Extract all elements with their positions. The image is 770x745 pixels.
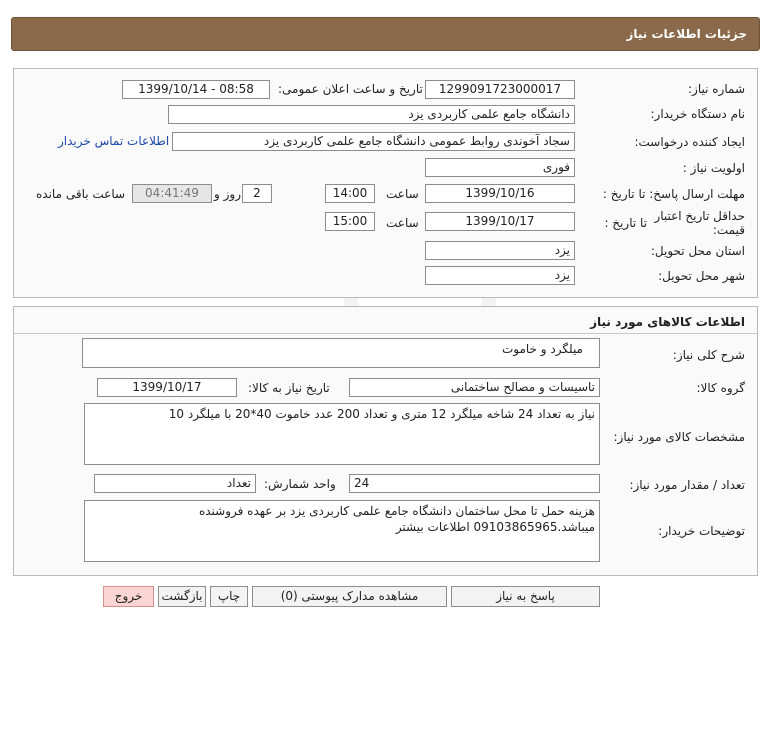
unit-field: تعداد bbox=[94, 474, 256, 493]
need-date-label: تاریخ نیاز به کالا: bbox=[248, 381, 330, 395]
announce-label: تاریخ و ساعت اعلان عمومی: bbox=[278, 82, 423, 96]
announce-datetime-field: 1399/10/14 - 08:58 bbox=[122, 80, 270, 99]
goods-group-label: گروه کالا: bbox=[696, 381, 745, 395]
page-title: جزئیات اطلاعات نیاز bbox=[626, 27, 747, 41]
remaining-time-field: 04:41:49 bbox=[132, 184, 212, 203]
validity-label: حداقل تاریخ اعتبار قیمت: bbox=[654, 209, 745, 237]
buyer-org-label: نام دستگاه خریدار: bbox=[650, 107, 745, 121]
deadline-time-label: ساعت bbox=[386, 187, 419, 201]
deadline-date-field: 1399/10/16 bbox=[425, 184, 575, 203]
print-button[interactable]: چاپ bbox=[210, 586, 248, 607]
need-number-label: شماره نیاز: bbox=[688, 82, 745, 96]
need-date-field: 1399/10/17 bbox=[97, 378, 237, 397]
attachments-button[interactable]: مشاهده مدارک پیوستی (0) bbox=[252, 586, 447, 607]
goods-info-panel bbox=[13, 306, 758, 576]
creator-label: ایجاد کننده درخواست: bbox=[634, 135, 745, 149]
buyer-org-field: دانشگاه جامع علمی کاربردی یزد bbox=[168, 105, 575, 124]
creator-field: سجاد آخوندی روابط عمومی دانشگاه جامع علمی کاربردی یزد bbox=[172, 132, 575, 151]
priority-label: اولویت نیاز : bbox=[682, 161, 745, 175]
need-info-panel bbox=[13, 68, 758, 298]
section-divider bbox=[14, 333, 757, 334]
remaining-label: ساعت باقی مانده bbox=[36, 187, 126, 201]
back-button[interactable]: بازگشت bbox=[158, 586, 206, 607]
qty-field: 24 bbox=[349, 474, 600, 493]
goods-section-title: اطلاعات کالاهای مورد نیاز bbox=[590, 315, 745, 329]
deadline-label: مهلت ارسال پاسخ: تا تاریخ : bbox=[602, 187, 745, 201]
buyer-notes-label: توضیحات خریدار: bbox=[658, 524, 745, 538]
deadline-time-field: 14:00 bbox=[325, 184, 375, 203]
validity-to-label: تا تاریخ : bbox=[604, 216, 647, 230]
city-field: یزد bbox=[425, 266, 575, 285]
province-label: استان محل تحویل: bbox=[650, 244, 745, 258]
goods-group-field: تاسیسات و مصالح ساختمانی bbox=[349, 378, 600, 397]
reply-button[interactable]: پاسخ به نیاز bbox=[451, 586, 600, 607]
need-number-field: 1299091723000017 bbox=[425, 80, 575, 99]
validity-time-label: ساعت bbox=[386, 216, 419, 230]
page-header bbox=[11, 17, 760, 51]
qty-label: تعداد / مقدار مورد نیاز: bbox=[629, 478, 745, 492]
exit-button[interactable]: خروج bbox=[103, 586, 154, 607]
specs-field: نیاز به تعداد 24 شاخه میلگرد 12 متری و تعداد 200 عدد خاموت 40*20 با میلگرد 10 bbox=[84, 403, 600, 465]
summary-label: شرح کلی نیاز: bbox=[672, 348, 745, 362]
validity-date-field: 1399/10/17 bbox=[425, 212, 575, 231]
validity-time-field: 15:00 bbox=[325, 212, 375, 231]
priority-field: فوری bbox=[425, 158, 575, 177]
summary-field: میلگرد و خاموت bbox=[82, 338, 600, 368]
days-label: روز و bbox=[214, 187, 241, 201]
city-label: شهر محل تحویل: bbox=[658, 269, 745, 283]
unit-label: واحد شمارش: bbox=[264, 477, 336, 491]
buyer-notes-field: هزینه حمل تا محل ساختمان دانشگاه جامع علمی کاربردی یزد بر عهده فروشنده میباشد.09103865965 اطلاعات بیشتر bbox=[84, 500, 600, 562]
days-field: 2 bbox=[242, 184, 272, 203]
specs-label: مشخصات کالای مورد نیاز: bbox=[613, 430, 745, 444]
province-field: یزد bbox=[425, 241, 575, 260]
contact-buyer-link[interactable]: اطلاعات تماس خریدار bbox=[58, 134, 170, 148]
